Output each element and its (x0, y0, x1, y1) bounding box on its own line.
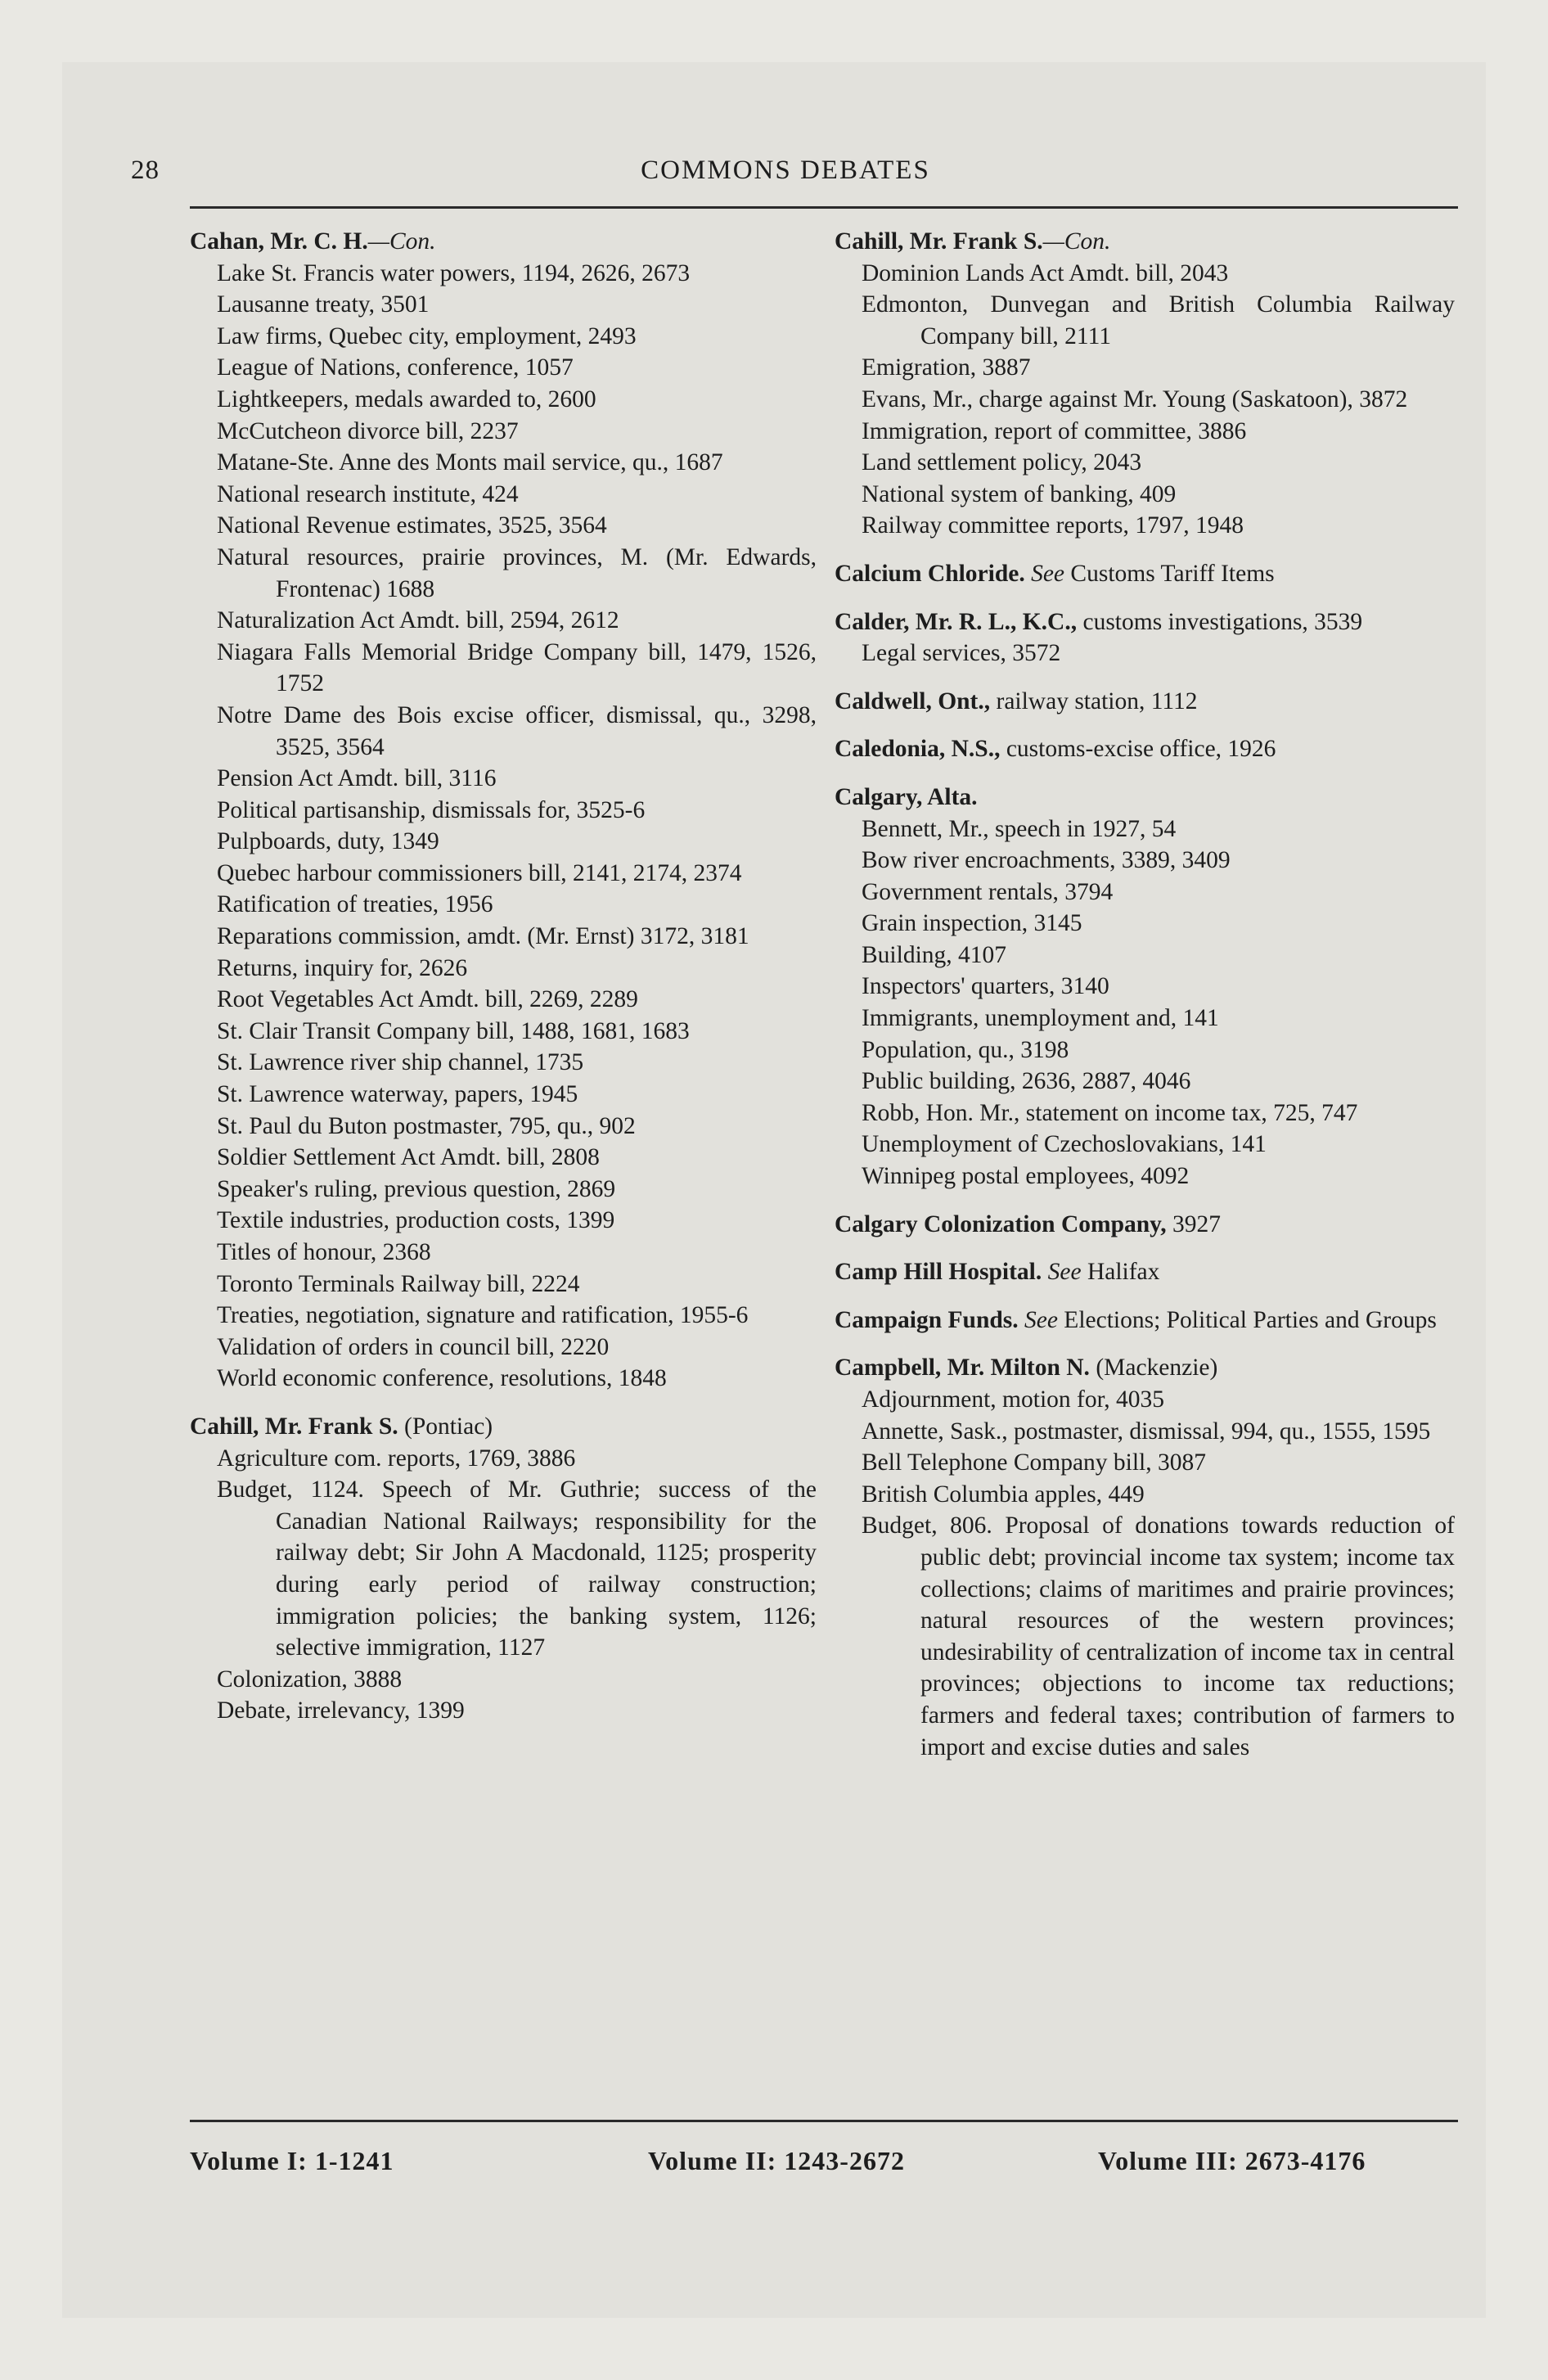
index-subentry: Naturalization Act Amdt. bill, 2594, 2612 (217, 607, 619, 634)
heading-detail: customs investigations, 3539 (1077, 608, 1363, 635)
index-entry (190, 1411, 817, 1727)
heading-detail: railway station, 1112 (990, 687, 1198, 714)
index-subentry: St. Lawrence waterway, papers, 1945 (217, 1081, 578, 1108)
index-subentry: Pension Act Amdt. bill, 3116 (217, 765, 497, 792)
index-subentry: Railway committee reports, 1797, 1948 (862, 512, 1244, 539)
index-subentry: Treaties, negotiation, signature and ratification, 1955-6 (217, 1302, 749, 1329)
index-subentry: Titles of honour, 2368 (217, 1239, 431, 1265)
index-subentry: Bennett, Mr., speech in 1927, 54 (862, 815, 1177, 842)
index-subentry: Political partisanship, dismissals for, 3525-6 (217, 796, 646, 823)
index-subentry: League of Nations, conference, 1057 (217, 354, 574, 381)
heading-detail: (Mackenzie) (1089, 1355, 1218, 1382)
heading-name: Cahill, Mr. Frank S. (190, 1413, 398, 1440)
index-heading (835, 1256, 1455, 1288)
index-subentry: St. Lawrence river ship channel, 1735 (217, 1049, 584, 1076)
index-subentry: Lausanne treaty, 3501 (217, 291, 430, 318)
index-entry (835, 1352, 1455, 1763)
heading-see: See (1031, 560, 1065, 587)
index-subentry: Natural resources, prairie provinces, M. (Mr. Edwards, Frontenac) 1688 (217, 543, 817, 602)
index-subentry: British Columbia apples, 449 (862, 1481, 1145, 1508)
index-entry (835, 1209, 1455, 1241)
index-subentry: Notre Dame des Bois excise officer, dismissal, qu., 3298, 3525, 3564 (217, 701, 817, 760)
volume-2-range: Volume II: 1243-2672 (648, 2146, 905, 2175)
heading-name: Cahan, Mr. C. H. (190, 228, 368, 255)
index-subentry: Immigration, report of committee, 3886 (862, 417, 1247, 444)
index-subentry: Pulpboards, duty, 1349 (217, 828, 439, 855)
heading-see: See (1047, 1259, 1082, 1286)
index-entry (835, 606, 1455, 669)
index-subentry: Textile industries, production costs, 1399 (217, 1207, 615, 1234)
index-entry (835, 733, 1455, 765)
index-heading (835, 606, 1455, 638)
index-entry (835, 686, 1455, 718)
heading-continued: —Con. (367, 228, 436, 255)
heading-detail: Halifax (1081, 1259, 1160, 1286)
index-heading (835, 558, 1455, 590)
index-heading (835, 733, 1455, 765)
index-subentry: Unemployment of Czechoslovakians, 141 (862, 1131, 1267, 1158)
heading-name: Calcium Chloride. (835, 560, 1025, 587)
index-subentry: Land settlement policy, 2043 (862, 449, 1142, 476)
index-subentry: Public building, 2636, 2887, 4046 (862, 1068, 1191, 1095)
page-number: 28 (131, 156, 160, 185)
index-subentry: Quebec harbour commissioners bill, 2141, 2174, 2374 (217, 859, 742, 886)
index-subentry: Lake St. Francis water powers, 1194, 2626, 2673 (217, 259, 691, 286)
index-subentry: Grain inspection, 3145 (862, 910, 1082, 937)
footer-rule (190, 2120, 1458, 2122)
index-subentry: Law firms, Quebec city, employment, 2493 (217, 322, 637, 349)
index-heading (835, 226, 1455, 258)
index-heading (835, 782, 1455, 814)
index-subentry: Lightkeepers, medals awarded to, 2600 (217, 385, 596, 412)
index-subentry: Building, 4107 (862, 941, 1007, 968)
index-subentry: Speaker's ruling, previous question, 2869 (217, 1175, 616, 1202)
index-entry (835, 558, 1455, 590)
page-title: COMMONS DEBATES (641, 156, 930, 185)
index-subentry: Population, qu., 3198 (862, 1036, 1069, 1063)
left-column (190, 226, 817, 1743)
index-subentry: Immigrants, unemployment and, 141 (862, 1005, 1219, 1032)
index-subentry: Emigration, 3887 (862, 354, 1031, 381)
index-subentry: Budget, 806. Proposal of donations towards reduction of public debt; provincial income tax system; income tax collections; claims of maritimes and prairie provinces; natural resources of the western provinces; undesirability of centralization of income tax in central provinces; objections to income tax reductions; farmers and federal taxes; contribution of farmers to import and excise duties and sales (862, 1512, 1455, 1760)
index-subentry: Legal services, 3572 (862, 640, 1061, 667)
index-subentry: Dominion Lands Act Amdt. bill, 2043 (862, 259, 1229, 286)
index-subentry: World economic conference, resolutions, 1848 (217, 1365, 667, 1392)
index-heading (835, 1352, 1455, 1384)
heading-see: See (1024, 1306, 1058, 1333)
index-entry (835, 226, 1455, 542)
index-subentry: Government rentals, 3794 (862, 878, 1114, 905)
index-subentry: Returns, inquiry for, 2626 (217, 954, 468, 981)
heading-detail: customs-excise office, 1926 (1000, 736, 1276, 763)
heading-detail: Elections; Political Parties and Groups (1057, 1306, 1437, 1333)
index-subentry: Inspectors' quarters, 3140 (862, 973, 1109, 1000)
index-heading (835, 1209, 1455, 1241)
index-subentry: Debate, irrelevancy, 1399 (217, 1697, 465, 1724)
index-subentry: Evans, Mr., charge against Mr. Young (Saskatoon), 3872 (862, 385, 1408, 412)
volume-1-range: Volume I: 1-1241 (190, 2146, 394, 2175)
index-entry (835, 1256, 1455, 1288)
index-entry (190, 226, 817, 1395)
running-head (131, 156, 1440, 188)
index-heading (835, 686, 1455, 718)
header-rule (190, 206, 1458, 209)
index-subentry: Bow river encroachments, 3389, 3409 (862, 847, 1231, 874)
heading-name: Calgary Colonization Company, (835, 1210, 1167, 1237)
index-heading (190, 1411, 817, 1443)
index-subentry: Budget, 1124. Speech of Mr. Guthrie; success of the Canadian National Railways; responsibility for the railway debt; Sir John A Macdonald, 1125; prosperity during early period of railway construction; immigration policies; the banking system, 1126; selective immigration, 1127 (217, 1476, 817, 1661)
index-heading (835, 1305, 1455, 1336)
heading-name: Cahill, Mr. Frank S. (835, 228, 1043, 255)
heading-detail: (Pontiac) (398, 1413, 493, 1440)
right-column (835, 226, 1455, 1779)
index-subentry: Agriculture com. reports, 1769, 3886 (217, 1445, 576, 1472)
heading-name: Calder, Mr. R. L., K.C., (835, 608, 1078, 635)
heading-continued: —Con. (1042, 228, 1111, 255)
index-subentry: Edmonton, Dunvegan and British Columbia Railway Company bill, 2111 (862, 291, 1455, 349)
index-subentry: National system of banking, 409 (862, 480, 1177, 507)
index-subentry: Soldier Settlement Act Amdt. bill, 2808 (217, 1144, 600, 1171)
index-subentry: National Revenue estimates, 3525, 3564 (217, 512, 607, 539)
index-subentry: McCutcheon divorce bill, 2237 (217, 417, 519, 444)
index-entry (835, 1305, 1455, 1336)
index-subentry: Adjournment, motion for, 4035 (862, 1386, 1164, 1413)
index-subentry: Robb, Hon. Mr., statement on income tax, 725, 747 (862, 1099, 1358, 1126)
index-subentry: Niagara Falls Memorial Bridge Company bill, 1479, 1526, 1752 (217, 638, 817, 697)
heading-name: Camp Hill Hospital. (835, 1259, 1042, 1286)
index-subentry: St. Clair Transit Company bill, 1488, 1681, 1683 (217, 1017, 690, 1044)
index-subentry: Ratification of treaties, 1956 (217, 891, 493, 918)
index-subentry: Toronto Terminals Railway bill, 2224 (217, 1270, 580, 1297)
index-entry (835, 782, 1455, 1192)
index-subentry: Reparations commission, amdt. (Mr. Ernst) 3172, 3181 (217, 923, 749, 950)
heading-detail: 3927 (1166, 1210, 1222, 1237)
heading-name: Campbell, Mr. Milton N. (835, 1355, 1090, 1382)
heading-name: Caledonia, N.S., (835, 736, 1001, 763)
index-subentry: Root Vegetables Act Amdt. bill, 2269, 2289 (217, 986, 638, 1013)
index-subentry: National research institute, 424 (217, 480, 519, 507)
heading-name: Caldwell, Ont., (835, 687, 991, 714)
index-subentry: Winnipeg postal employees, 4092 (862, 1163, 1190, 1190)
index-subentry: St. Paul du Buton postmaster, 795, qu., 902 (217, 1112, 636, 1139)
index-subentry: Validation of orders in council bill, 2220 (217, 1333, 610, 1360)
index-subentry: Annette, Sask., postmaster, dismissal, 994, qu., 1555, 1595 (862, 1418, 1431, 1445)
index-heading (190, 226, 817, 258)
heading-detail: Customs Tariff Items (1064, 560, 1275, 587)
heading-name: Campaign Funds. (835, 1306, 1019, 1333)
index-subentry: Bell Telephone Company bill, 3087 (862, 1449, 1206, 1476)
index-subentry: Colonization, 3888 (217, 1666, 403, 1693)
volume-3-range: Volume III: 2673-4176 (1098, 2146, 1366, 2175)
heading-name: Calgary, Alta. (835, 783, 978, 810)
index-subentry: Matane-Ste. Anne des Monts mail service, qu., 1687 (217, 449, 723, 476)
